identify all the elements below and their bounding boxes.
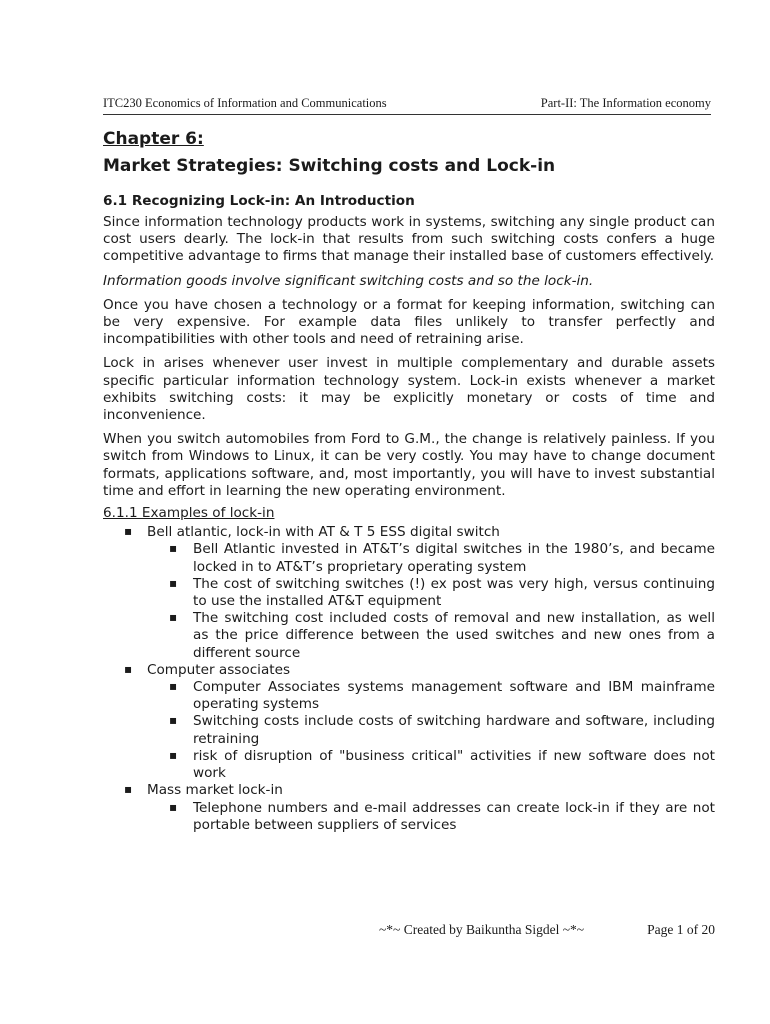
sub-list xyxy=(147,541,715,661)
page-body xyxy=(103,128,715,834)
paragraph: When you switch automobiles from Ford to G.M., the change is relatively painless. If you switch from Windows to Linux, it can be very costly. You may have to change document formats, applications software, and, most importantly, you will have to invest substantial time and effort in learning the new operating environment. xyxy=(103,431,715,499)
list-item xyxy=(103,662,715,782)
paragraph: Lock in arises whenever user invest in multiple complementary and durable assets specific particular information technology system. Lock-in exists whenever a market exhibits switching costs: it may be explicitly monetary or costs of time and inconvenience. xyxy=(103,355,715,424)
page-number: Page 1 of 20 xyxy=(647,922,715,937)
sub-list-item: ▪ risk of disruption of "business critical" activities if new software does not work xyxy=(147,748,715,782)
sub-list-item: ▪ Telephone numbers and e-mail addresses can create lock-in if they are not portable between suppliers of services xyxy=(147,800,715,834)
list-item-label: Bell atlantic, lock-in with AT & T 5 ESS digital switch xyxy=(147,524,500,541)
section-heading: 6.1 Recognizing Lock-in: An Introduction xyxy=(103,193,415,209)
sub-list-item: ▪ The switching cost included costs of removal and new installation, as well as the price difference between the used switches and new ones from a different source xyxy=(147,610,715,662)
paragraph: Since information technology products work in systems, switching any single product can cost users dearly. The lock-in that results from such switching costs confers a huge competitive advantage to firms that manage their installed base of customers effectively. xyxy=(103,214,715,265)
sub-list-item: ▪ Switching costs include costs of switching hardware and software, including retraining xyxy=(147,713,715,747)
list-item xyxy=(103,782,715,834)
chapter-number: Chapter 6: xyxy=(103,129,204,149)
sub-list-item: ▪ Computer Associates systems management software and IBM mainframe operating systems xyxy=(147,679,715,713)
running-footer xyxy=(103,922,715,940)
footer-credit: ~*~ Created by Baikuntha Sigdel ~*~ xyxy=(379,922,585,937)
chapter-title: Market Strategies: Switching costs and Lock-in xyxy=(103,156,556,176)
sub-list xyxy=(147,800,715,834)
subsection-heading: 6.1.1 Examples of lock-in xyxy=(103,505,275,522)
paragraph-emphasis: Information goods involve significant switching costs and so the lock-in. xyxy=(103,272,594,289)
list-item xyxy=(103,524,715,662)
list-item-label: Computer associates xyxy=(147,661,291,678)
sub-list-item: ▪ Bell Atlantic invested in AT&T’s digital switches in the 1980’s, and became locked in to AT&T’s proprietary operating system xyxy=(147,541,715,575)
header-course-title: ITC230 Economics of Information and Communications xyxy=(103,96,387,110)
sub-list xyxy=(147,679,715,782)
header-part-title: Part-II: The Information economy xyxy=(540,96,711,110)
paragraph: Once you have chosen a technology or a format for keeping information, switching can be very expensive. For example data files unlikely to transfer perfectly and incompatibilities with other tools and need of retraining arise. xyxy=(103,296,715,348)
examples-list xyxy=(103,524,715,834)
running-header xyxy=(103,96,711,115)
sub-list-item: ▪ The cost of switching switches (!) ex post was very high, versus continuing to use the installed AT&T equipment xyxy=(147,576,715,610)
list-item-label: Mass market lock-in xyxy=(147,782,283,799)
